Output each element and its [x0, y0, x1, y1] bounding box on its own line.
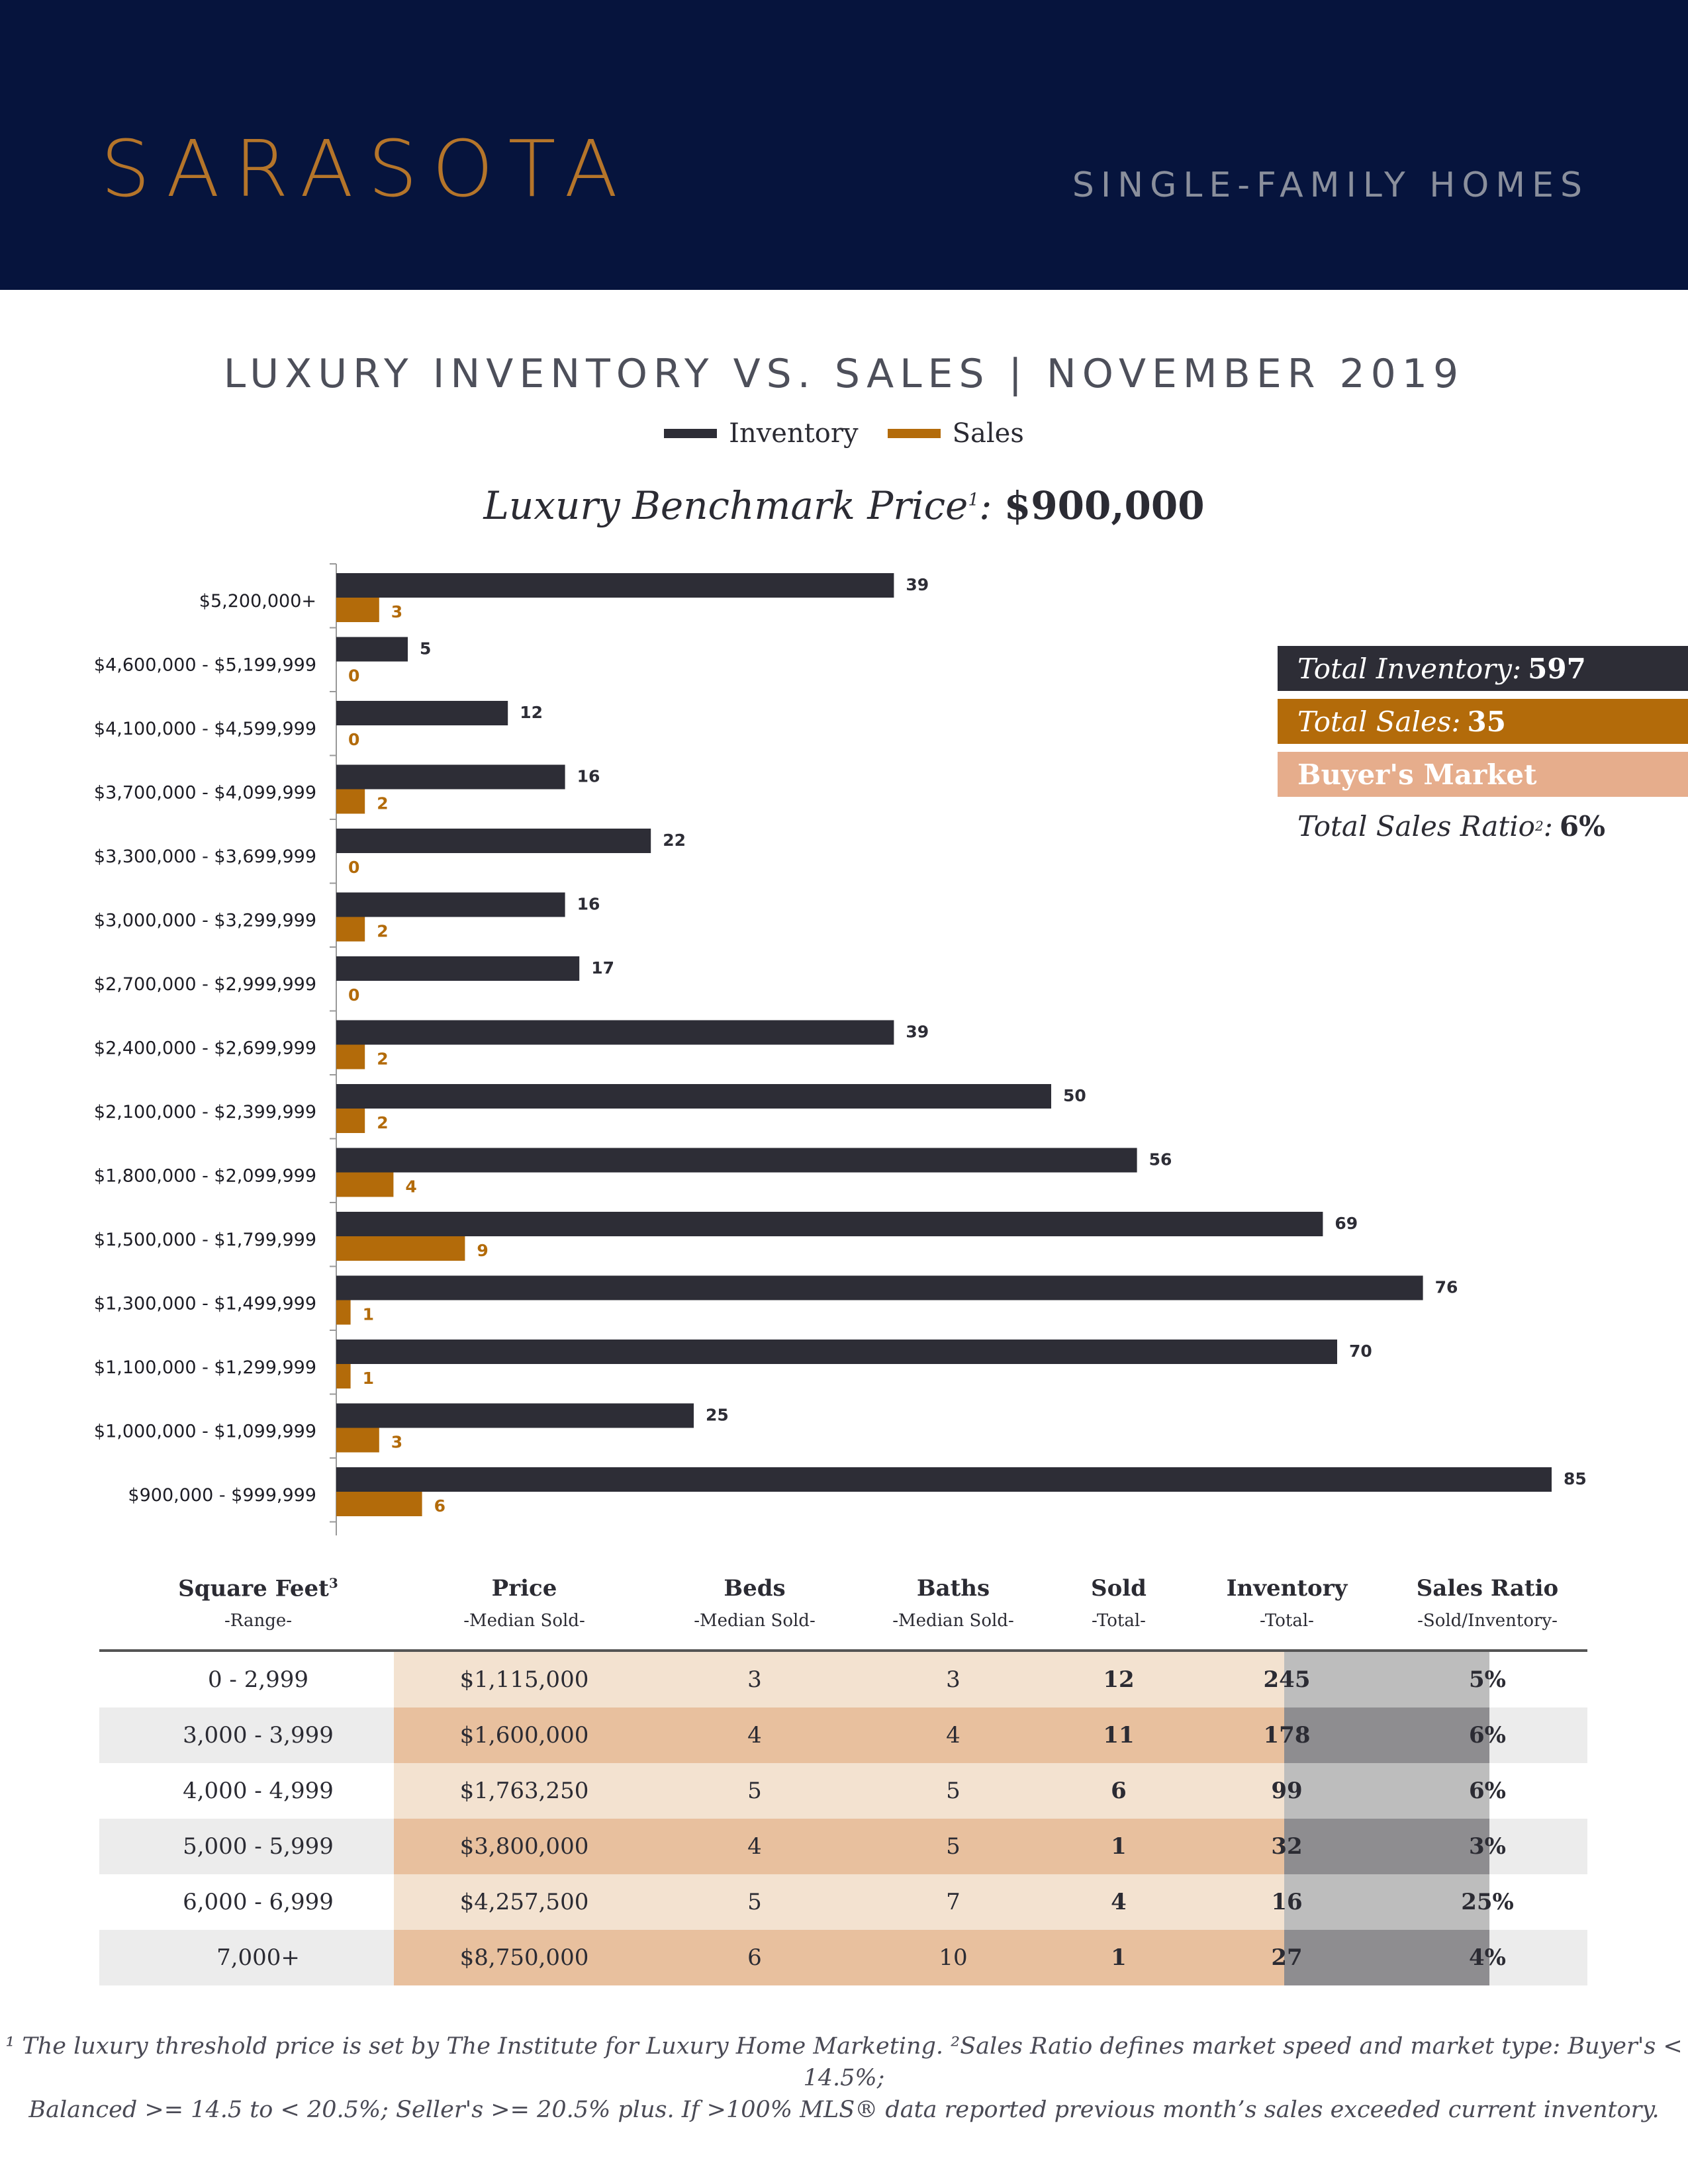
total-inventory-value: 597	[1528, 652, 1586, 685]
table-cell: 16	[1271, 1889, 1303, 1915]
table-cell: 4%	[1469, 1944, 1506, 1971]
bar-sales-value: 0	[348, 858, 360, 877]
table-cell: 5	[946, 1778, 961, 1804]
table-cell: 1	[1111, 1833, 1127, 1860]
bar-sales	[336, 1173, 393, 1197]
column-header	[119, 1575, 397, 1631]
category-label: $4,600,000 - $5,199,999	[93, 655, 316, 676]
category-label: $3,000,000 - $3,299,999	[93, 910, 316, 931]
segment-name: SINGLE-FAMILY HOMES	[1072, 165, 1589, 205]
category-label: $1,800,000 - $2,099,999	[93, 1165, 316, 1187]
bar-sales	[336, 1428, 379, 1453]
bar-sales-value: 4	[405, 1177, 417, 1197]
table-cell: 178	[1263, 1722, 1311, 1749]
category-label: $1,300,000 - $1,499,999	[93, 1293, 316, 1314]
table-cell: 3%	[1469, 1833, 1506, 1860]
table-cell: 6%	[1469, 1778, 1506, 1804]
column-header-subtitle: -Median Sold-	[892, 1611, 1014, 1631]
table-cell: 10	[939, 1944, 968, 1971]
table-cell: $3,800,000	[459, 1833, 589, 1860]
bar-inventory	[336, 1276, 1423, 1300]
market-type-badge	[1278, 752, 1688, 797]
total-sales-label: Total Sales:	[1297, 705, 1461, 738]
category-label: $900,000 - $999,999	[128, 1485, 316, 1506]
bar-inventory-value: 12	[520, 703, 543, 722]
total-sales-ratio: Total Sales Ratio 2 : 6%	[1297, 809, 1605, 842]
table-cell: 5	[747, 1778, 762, 1804]
bar-inventory-value: 85	[1564, 1469, 1587, 1488]
bar-sales	[336, 917, 365, 942]
bar-inventory	[336, 1467, 1552, 1492]
category-label: $1,000,000 - $1,099,999	[93, 1421, 316, 1442]
table-cell: 4,000 - 4,999	[183, 1778, 334, 1804]
table-cell: 4	[1111, 1889, 1127, 1915]
bar-inventory	[336, 1084, 1051, 1109]
table-cell: 7,000+	[216, 1944, 300, 1971]
bar-inventory	[336, 1021, 894, 1045]
table-cell: 6	[747, 1944, 762, 1971]
column-header-title: Sales Ratio	[1416, 1575, 1559, 1602]
column-header-title: Baths	[916, 1575, 990, 1602]
column-header-title: Inventory	[1226, 1575, 1348, 1602]
bar-inventory-value: 50	[1063, 1086, 1086, 1105]
table-cell: $1,763,250	[459, 1778, 589, 1804]
table-cell: 99	[1271, 1778, 1303, 1804]
column-header	[385, 1575, 663, 1631]
bar-inventory	[336, 829, 651, 853]
bar-inventory	[336, 573, 894, 598]
category-label: $4,100,000 - $4,599,999	[93, 719, 316, 739]
column-header	[1181, 1575, 1393, 1631]
bar-inventory-value: 39	[906, 575, 929, 594]
bar-inventory	[336, 765, 565, 790]
table-cell: $4,257,500	[459, 1889, 589, 1915]
table-cell: 5%	[1469, 1666, 1506, 1693]
chart-title: LUXURY INVENTORY VS. SALES | NOVEMBER 2019	[223, 351, 1465, 397]
benchmark-label: Luxury Benchmark Price	[483, 483, 968, 528]
table-cell: $8,750,000	[459, 1944, 589, 1971]
column-header-title: Sold	[1091, 1575, 1147, 1602]
table-row	[99, 1763, 1587, 1819]
bar-sales	[336, 1236, 465, 1261]
bar-sales	[336, 598, 379, 622]
bar-inventory-value: 70	[1349, 1342, 1372, 1361]
table-cell: 4	[747, 1722, 762, 1749]
bar-inventory-value: 69	[1335, 1214, 1358, 1233]
category-label: $1,500,000 - $1,799,999	[93, 1230, 316, 1250]
bar-sales-value: 2	[377, 1049, 389, 1069]
table-cell: 6%	[1469, 1722, 1506, 1749]
header-footnote-mark: 3	[328, 1575, 338, 1591]
bar-inventory	[336, 701, 508, 725]
legend-label-inventory: Inventory	[729, 418, 859, 449]
column-header-subtitle: -Range-	[224, 1611, 293, 1631]
category-label: $2,400,000 - $2,699,999	[93, 1038, 316, 1059]
ratio-footnote-mark: 2	[1534, 818, 1544, 834]
city-name: SARASOTA	[101, 123, 633, 214]
table-cell: 4	[946, 1722, 961, 1749]
footnote-line-2: Balanced >= 14.5 to < 20.5%; Seller's >= 20.5% plus. If >100% MLS® data reported previous month’s sales exceeded current inventory.	[28, 2097, 1660, 2123]
category-label: $3,700,000 - $4,099,999	[93, 782, 316, 803]
table-cell: 32	[1271, 1833, 1303, 1860]
bar-inventory	[336, 637, 408, 662]
table-body	[99, 1652, 1587, 1985]
table-cell: 11	[1103, 1722, 1135, 1749]
square-feet-table	[99, 1575, 1587, 1985]
column-header-title: Square Feet$^3$	[178, 1575, 338, 1602]
bar-inventory-value: 25	[706, 1405, 729, 1425]
table-cell: 6,000 - 6,999	[183, 1889, 334, 1915]
bar-inventory-value: 17	[591, 958, 614, 978]
total-sales-ratio-label: Total Sales Ratio	[1297, 809, 1535, 842]
bar-sales	[336, 1109, 365, 1133]
benchmark-separator: :	[978, 483, 992, 528]
bar-sales	[336, 1300, 351, 1325]
bar-sales	[336, 1045, 365, 1069]
table-cell: 3	[946, 1666, 961, 1693]
benchmark-value: $900,000	[1004, 483, 1205, 528]
category-label: $2,700,000 - $2,999,999	[93, 974, 316, 995]
total-inventory-box	[1278, 646, 1688, 691]
table-row	[99, 1819, 1587, 1874]
table-cell: $1,600,000	[459, 1722, 589, 1749]
bar-inventory-value: 16	[577, 894, 600, 914]
legend-label-sales: Sales	[952, 418, 1024, 449]
bar-inventory-value: 22	[663, 831, 686, 850]
table-cell: 7	[946, 1889, 961, 1915]
column-header-subtitle: -Median Sold-	[463, 1611, 585, 1631]
table-cell: 6	[1111, 1778, 1127, 1804]
bar-sales	[336, 1492, 422, 1516]
column-header	[1388, 1575, 1587, 1631]
bar-sales-value: 2	[377, 921, 389, 941]
bar-inventory	[336, 1404, 694, 1428]
category-label: $2,100,000 - $2,399,999	[93, 1102, 316, 1122]
table-cell: 5,000 - 5,999	[183, 1833, 334, 1860]
bar-inventory-value: 16	[577, 766, 600, 786]
table-cell: 3,000 - 3,999	[183, 1722, 334, 1749]
bar-sales-value: 0	[348, 666, 360, 686]
footnote	[0, 2030, 1688, 2126]
category-label: $1,100,000 - $1,299,999	[93, 1357, 316, 1378]
table-cell: 27	[1271, 1944, 1303, 1971]
bar-sales-value: 3	[391, 602, 403, 621]
bar-inventory-value: 56	[1149, 1150, 1172, 1169]
benchmark-footnote-mark: 1	[968, 490, 979, 510]
bar-sales-value: 6	[434, 1496, 446, 1516]
table-cell: 245	[1263, 1666, 1311, 1693]
bar-sales-value: 2	[377, 1113, 389, 1132]
bar-inventory	[336, 956, 579, 981]
table-row	[99, 1707, 1587, 1763]
table-row	[99, 1652, 1587, 1707]
bar-inventory	[336, 1148, 1137, 1173]
table-row	[99, 1874, 1587, 1930]
column-header-subtitle: -Median Sold-	[694, 1611, 816, 1631]
table-cell: 1	[1111, 1944, 1127, 1971]
market-type-label: Buyer's Market	[1297, 758, 1537, 791]
bar-sales	[336, 790, 365, 814]
column-header-subtitle: -Total-	[1092, 1611, 1146, 1631]
column-header	[847, 1575, 1059, 1631]
bar-inventory-value: 76	[1434, 1277, 1458, 1297]
table-row	[99, 1930, 1587, 1985]
total-sales-value: 35	[1467, 705, 1506, 738]
bar-inventory-value: 5	[420, 639, 432, 659]
bar-inventory	[336, 893, 565, 917]
column-header-title: Price	[491, 1575, 557, 1602]
bar-sales-value: 1	[362, 1369, 375, 1388]
table-cell: 25%	[1461, 1889, 1514, 1915]
bar-sales-value: 3	[391, 1432, 403, 1452]
total-inventory-label: Total Inventory:	[1297, 652, 1522, 685]
column-header-subtitle: -Total-	[1260, 1611, 1314, 1631]
bar-sales-value: 2	[377, 794, 389, 813]
bar-sales-value: 0	[348, 985, 360, 1005]
bar-inventory-value: 39	[906, 1022, 929, 1042]
bar-sales	[336, 1364, 351, 1388]
column-header-subtitle: -Sold/Inventory-	[1417, 1611, 1558, 1631]
table-cell: 5	[946, 1833, 961, 1860]
footnote-line-1: ¹ The luxury threshold price is set by The Institute for Luxury Home Marketing. ²Sales Ratio defines market speed and market type: Buyer's < 14.5%;	[5, 2033, 1683, 2091]
category-label: $5,200,000+	[199, 591, 316, 612]
column-header-title: Beds	[724, 1575, 786, 1602]
table-cell: 3	[747, 1666, 762, 1693]
bar-sales-value: 9	[477, 1241, 489, 1260]
bar-inventory	[336, 1340, 1337, 1364]
table-cell: 0 - 2,999	[207, 1666, 309, 1693]
bar-inventory	[336, 1212, 1323, 1236]
bar-sales-value: 1	[362, 1304, 375, 1324]
column-header	[1033, 1575, 1205, 1631]
table-cell: 4	[747, 1833, 762, 1860]
category-label: $3,300,000 - $3,699,999	[93, 846, 316, 867]
table-cell: 5	[747, 1889, 762, 1915]
table-cell: 12	[1103, 1666, 1135, 1693]
table-header	[99, 1575, 1587, 1652]
table-cell: $1,115,000	[459, 1666, 589, 1693]
total-sales-ratio-value: 6%	[1559, 809, 1605, 842]
bar-sales-value: 0	[348, 730, 360, 749]
total-sales-box	[1278, 699, 1688, 744]
column-header	[649, 1575, 861, 1631]
